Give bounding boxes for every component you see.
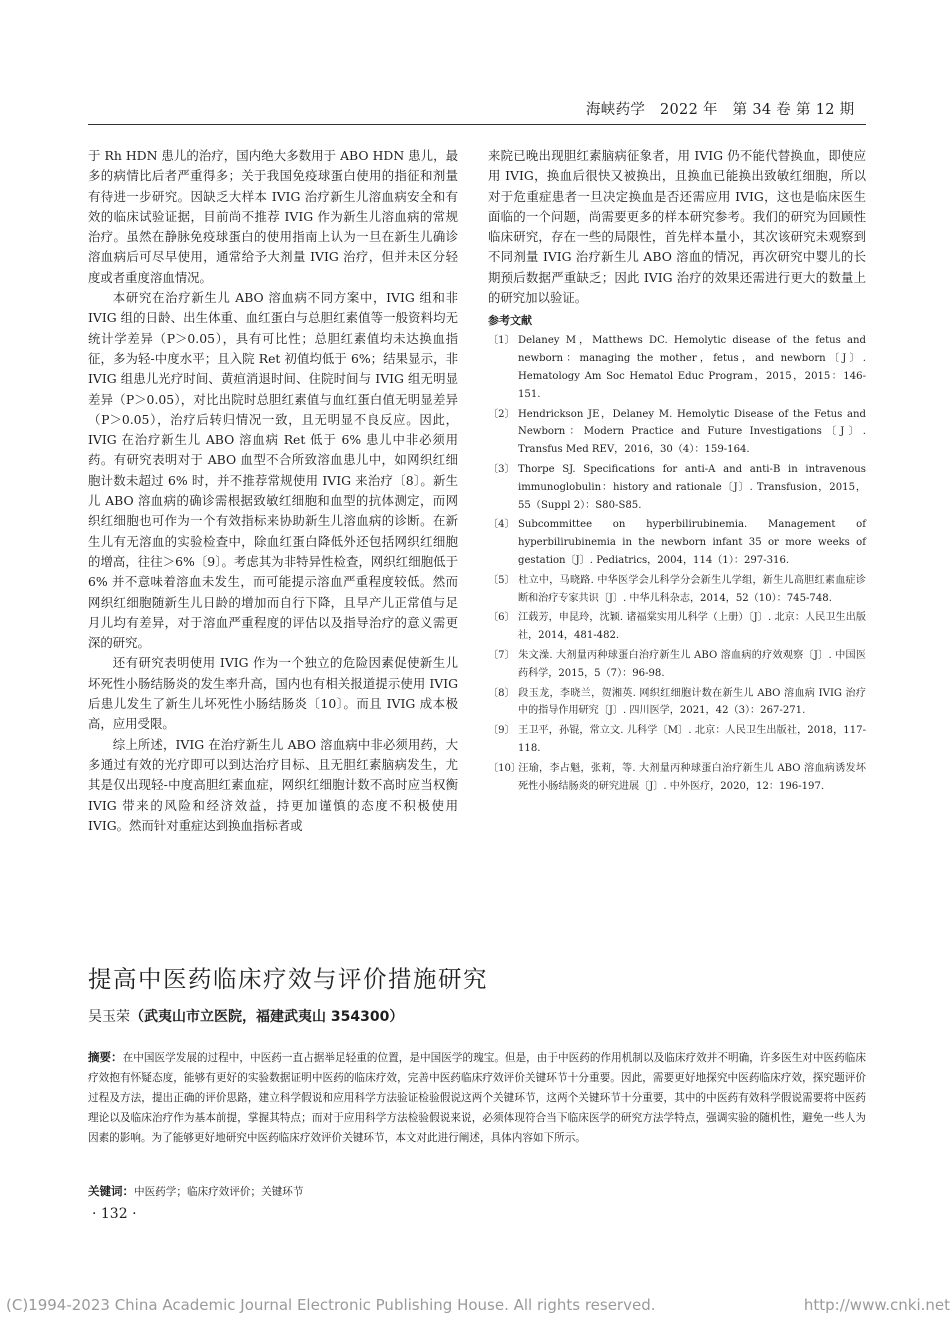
header-divider — [88, 124, 866, 125]
author-affiliation: （武夷山市立医院，福建武夷山 354300） — [130, 1009, 404, 1025]
body-paragraph: 来院已晚出现胆红素脑病征象者，用 IVIG 仍不能代替换血，即使应用 IVIG，换血后很快又被换出，且换血已能换出致敏红细胞，所以对于危重症患者一旦决定换血是否还需应用 IVIG，这也是临床医生面临的一个问题，尚需要更多的样本研究参考。我们的研究为回顾性临床研究，存在一些的局限性，首先样本量小，其次该研究未观察到不同剂量 IVIG 治疗新生儿 ABO 溶血的情况，再次研究中婴儿的长期预后数据严重缺乏；因此 IVIG 治疗的效果还需进行更大的数量上的研究加以验证。 — [488, 148, 866, 306]
reference-number: 〔3〕 — [488, 463, 515, 475]
reference-text: 朱文澡. 大剂量丙种球蛋白治疗新生儿 ABO 溶血病的疗效观察〔J〕. 中国医药科学，2015，5（7）：96-98. — [518, 649, 866, 679]
reference-text: Subcommittee on hyperbilirubinemia. Management of hyperbilirubinemia in the newborn infant 35 or more weeks of gestation〔J〕. Pediatrics，2004，114（1）：297-316. — [518, 519, 866, 566]
reference-text: 汪瑜，李占魁，张莉，等. 大剂量丙种球蛋白治疗新生儿 ABO 溶血病诱发坏死性小肠结肠炎的研究进展〔J〕. 中外医疗，2020，12：196-197. — [518, 762, 866, 792]
reference-number: 〔9〕 — [488, 725, 515, 737]
reference-item — [488, 722, 866, 758]
reference-item — [488, 609, 866, 645]
reference-item — [488, 516, 866, 569]
reference-text: 杜立中，马晓路. 中华医学会儿科学分会新生儿学组，新生儿高胆红素血症诊断和治疗专家共识〔J〕. 中华儿科杂志，2014，52（10）：745-748. — [518, 574, 866, 604]
keywords — [88, 1181, 866, 1202]
reference-number: 〔4〕 — [488, 519, 515, 531]
reference-text: Delaney M，Matthews DC. Hemolytic disease of the fetus and newborn：managing the mother，fetus，and newborn〔J〕. Hematology Am Soc Hematol Educ Program，2015，2015：146-151. — [518, 335, 866, 400]
body-paragraph: 本研究在治疗新生儿 ABO 溶血病不同方案中，IVIG 组和非 IVIG 组的日龄、出生体重、血红蛋白与总胆红素值等一般资料均无统计学差异（P＞0.05），具有可比性；总胆红素值均未达换血指征，多为轻-中度水平；且入院 Ret 初值均低于 6%；结果显示，非 IVIG 组患儿光疗时间、黄疸消退时间、住院时间与 IVIG 组无明显差异（P＞0.05），对比出院时总胆红素值与血红蛋白值无明显差异（P＞0.05），治疗后转归情况一致，且无明显不良反应。因此，IVIG 在治疗新生儿 ABO 溶血病 Ret 低于 6% 患儿中非必须用药。有研究表明对于 ABO 血型不合所致溶血患儿中，如网织红细胞计数未超过 6% 时，并不推荐常规使用 IVIG 来治疗〔8〕。新生儿 ABO 溶血病的确诊需根据致敏红细胞和血型的抗体测定，而网织红细胞也可作为一个有效指标来协助新生儿溶血病的诊断。在新生儿有无溶血的实验检查中，除血红蛋白降低外还包括网织红细胞的增高，往往＞6%〔9〕。考虑其为非特异性检查，网织红细胞低于 6% 并不意味着溶血未发生，而可能提示溶血严重程度较低。然而网织红细胞随新生儿日龄的增加而自行下降，且早产儿正常值与足月儿均有差异，对于溶血严重程度的评估以及指导治疗的意义需更深的研究。 — [88, 290, 458, 651]
keywords-text: 中医药学；临床疗效评价；关键环节 — [134, 1186, 304, 1198]
cnki-link[interactable]: http://www.cnki.net — [803, 1296, 950, 1314]
reference-text: 江载芳，申昆玲，沈颖. 诸福棠实用儿科学（上册）〔J〕. 北京：人民卫生出版社，2014，481-482. — [518, 612, 866, 642]
reference-number: 〔5〕 — [488, 574, 515, 586]
author-name: 吴玉荣 — [88, 1009, 130, 1025]
reference-number: 〔1〕 — [488, 335, 515, 347]
reference-number: 〔10〕 — [488, 762, 522, 774]
journal-header: 海峡药学 2022 年 第 34 卷 第 12 期 — [586, 102, 855, 118]
right-column-body — [488, 146, 866, 308]
right-column — [488, 146, 866, 797]
reference-number: 〔6〕 — [488, 612, 515, 624]
reference-number: 〔2〕 — [488, 408, 515, 420]
byline — [88, 1006, 403, 1026]
references-title: 参考文献 — [488, 314, 532, 328]
body-paragraph: 于 Rh HDN 患儿的治疗，国内绝大多数用于 ABO HDN 患儿，最多的病情比后者严重得多；关于我国免疫球蛋白使用的指征和剂量有待进一步研究。因缺乏大样本 IVIG 治疗新生儿溶血病安全和有效的临床试验证据，目前尚不推荐 IVIG 作为新生儿溶血病的常规治疗。虽然在静脉免疫球蛋白的使用指南上认为一旦在新生儿确诊溶血病后可尽早使用，通常给予大剂量 IVIG 治疗，但并未区分轻度或者重度溶血情况。 — [88, 148, 458, 285]
keywords-label: 关键词： — [88, 1184, 134, 1198]
abstract-text: 在中国医学发展的过程中，中医药一直占据举足轻重的位置，是中国医学的瑰宝。但是，由于中医药的作用机制以及临床疗效并不明确，许多医生对中医药临床疗效抱有怀疑态度，能够有更好的实验数据证明中医药的临床疗效，完善中医药临床疗效评价关键环节十分重要。因此，需要更好地探究中医药临床疗效，探究题评价过程及方法，提出正确的评价思路，建立科学假说和应用科学方法验证检验假说这两个关键环节，这两个关键环节十分重要，其中的中医药有效科学假说需要将中医药理论以及临床治疗作为基本前提，掌握其特点；而对于应用科学方法检验假说来说，必须体现符合当下临床医学的研究方法学特点，强调实验的随机性，避免一些人为因素的影响。为了能够更好地研究中医药临床疗效评价关键环节，本文对此进行阐述，具体内容如下所示。 — [88, 1052, 867, 1144]
reference-text: 王卫平，孙锟，常立文. 儿科学〔M〕. 北京：人民卫生出版社，2018，117-118. — [518, 725, 866, 754]
body-paragraph: 综上所述，IVIG 在治疗新生儿 ABO 溶血病中非必须用药，大多通过有效的光疗即可以到达治疗目标、且无胆红素脑病发生，尤其是仅出现轻-中度高胆红素血症，网织红细胞计数不高时应当权衡 IVIG 带来的风险和经济效益，持更加谨慎的态度不积极使用 IVIG。然而针对重症达到换血指标者或 — [88, 736, 458, 833]
article-title: 提高中医药临床疗效与评价措施研究 — [88, 965, 488, 993]
reference-number: 〔8〕 — [488, 687, 515, 699]
reference-item — [488, 332, 866, 403]
reference-text: 段玉龙，李晓兰，贺湘英. 网织红细胞计数在新生儿 ABO 溶血病 IVIG 治疗中的指导作用研究〔J〕. 四川医学，2021，42（3）：267-271. — [518, 687, 866, 717]
footer — [6, 1296, 950, 1314]
reference-text: Thorpe SJ. Specifications for anti-A and anti-B in intravenous immunoglobulin：history and rationale〔J〕. Transfusion，2015，55（Suppl 2）：S80-S85. — [518, 463, 866, 511]
reference-number: 〔7〕 — [488, 649, 515, 661]
reference-item — [488, 572, 866, 608]
reference-item — [488, 760, 866, 796]
body-paragraph: 还有研究表明使用 IVIG 作为一个独立的危险因素促使新生儿坏死性小肠结肠炎的发生率升高，国内也有相关报道提示使用 IVIG 后患儿发生了新生儿坏死性小肠结肠炎〔10〕。而且 IVIG 成本极高，应用受限。 — [88, 655, 458, 732]
left-column — [88, 146, 458, 836]
reference-item — [488, 647, 866, 683]
copyright-notice: (C)1994-2023 China Academic Journal Electronic Publishing House. All rights reserved. — [6, 1296, 656, 1314]
page-number: · 132 · — [92, 1206, 137, 1222]
reference-item — [488, 461, 866, 514]
references-list — [488, 332, 866, 795]
reference-text: Hendrickson JE，Delaney M. Hemolytic Disease of the Fetus and Newborn：Modern Practice and Future Investigations〔J〕. Transfus Med REV，2016，30（4）：159-164. — [518, 408, 866, 456]
abstract — [88, 1047, 866, 1148]
abstract-label: 摘要： — [88, 1050, 123, 1064]
reference-item — [488, 685, 866, 721]
reference-item — [488, 406, 866, 459]
